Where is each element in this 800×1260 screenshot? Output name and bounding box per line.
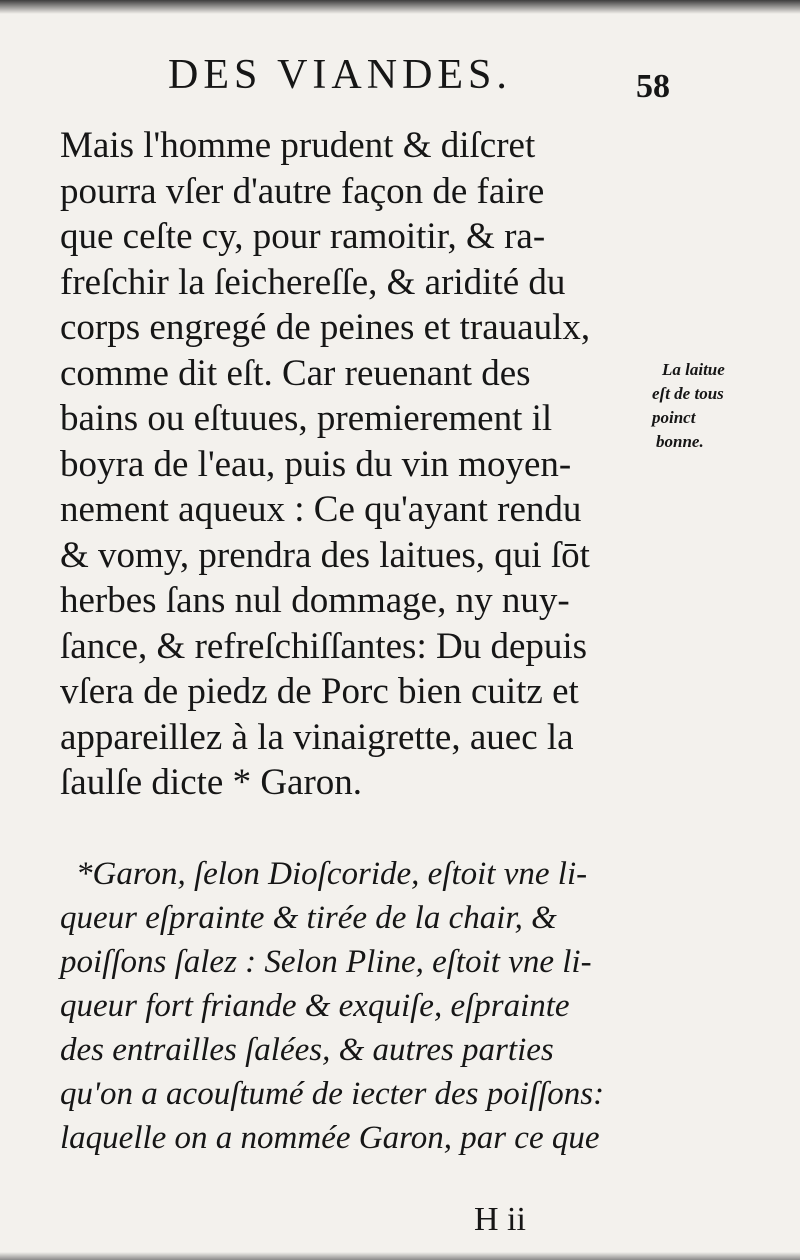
footnote-line: des entrailles ſalées, & autres parties (60, 1032, 554, 1068)
text-line: vſera de piedz de Porc bien cuitz et (60, 671, 579, 712)
footnote-line: laquelle on a nommée Garon, par ce que (60, 1120, 600, 1156)
footnote-line: *Garon, ſelon Dioſcoride, eſtoit vne li- (76, 856, 588, 892)
page-number: 58 (636, 68, 670, 105)
text-line: ſance, & refreſchiſſantes: Du depuis (60, 625, 588, 667)
body-text (60, 123, 660, 806)
margin-note-line: bonne. (656, 432, 704, 451)
text-line: pourra vſer d'autre façon de faire (60, 170, 545, 212)
margin-note-line: eſt de tous (652, 384, 724, 403)
footnote-line: poiſſons ſalez : Selon Pline, eſtoit vne li- (60, 944, 592, 980)
text-line: nement aqueux : Ce qu'ayant rendu (60, 489, 582, 530)
text-line: appareillez à la vinaigrette, auec la (60, 716, 574, 758)
text-line: Mais l'homme prudent & diſcret (60, 125, 536, 166)
text-line: herbes ſans nul dommage, ny nuy- (60, 580, 570, 621)
footnote-line: queur fort friande & exquiſe, eſprainte (60, 988, 570, 1024)
text-line: & vomy, prendra des laitues, qui ſōt (60, 534, 590, 576)
running-head: DES VIANDES. (168, 52, 512, 98)
page-edge-shadow (0, 0, 800, 14)
footnote-line: queur eſprainte & tirée de la chair, & (60, 900, 557, 936)
text-line: corps engregé de peines et trauaulx, (60, 307, 591, 348)
signature-mark: H ii (474, 1201, 526, 1238)
margin-note-line: poinct (652, 408, 696, 427)
footnote (60, 852, 660, 1160)
text-line: comme dit eſt. Car reuenant des (60, 352, 531, 394)
text-line: freſchir la ſeichereſſe, & aridité du (60, 261, 566, 303)
page-bottom-edge (0, 1252, 800, 1260)
text-line: ſaulſe dicte * Garon. (60, 762, 363, 803)
text-line: boyra de l'eau, puis du vin moyen- (60, 443, 572, 485)
margin-note (652, 358, 792, 454)
margin-note-line: La laitue (662, 360, 725, 379)
text-line: bains ou eſtuues, premierement il (60, 398, 553, 439)
text-line: que ceſte cy, pour ramoitir, & ra- (60, 216, 546, 257)
footnote-line: qu'on a acouſtumé de iecter des poiſſons: (60, 1076, 605, 1112)
